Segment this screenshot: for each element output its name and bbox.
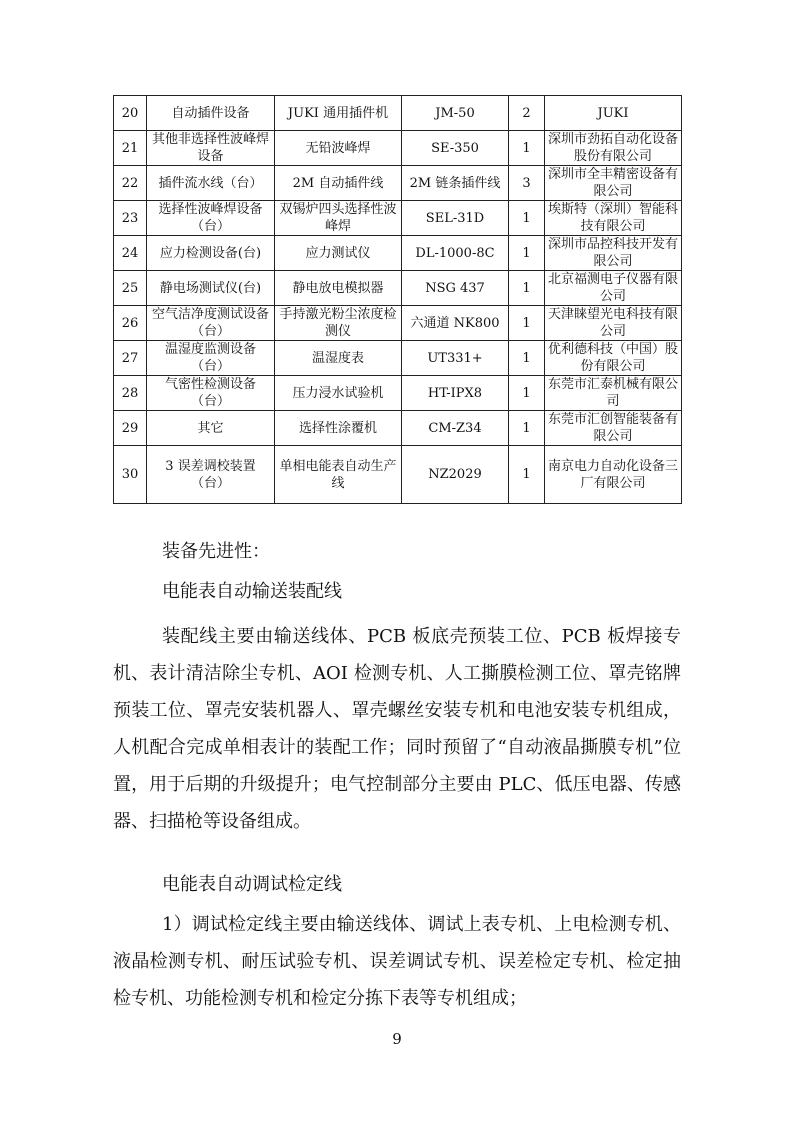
page-number: 9 [392, 1030, 402, 1048]
cell-category: 其它 [147, 411, 275, 446]
cell-category: 插件流水线（台） [147, 166, 275, 201]
cell-model: NSG 437 [402, 271, 509, 306]
cell-category: 气密性检测设备（台） [147, 376, 275, 411]
cell-category: 选择性波峰焊设备（台） [147, 201, 275, 236]
cell-no: 24 [114, 236, 147, 271]
cell-model: 2M 链条插件线 [402, 166, 509, 201]
table-row [114, 166, 682, 201]
cell-name: 双锡炉四头选择性波峰焊 [275, 201, 402, 236]
cell-model: JM-50 [402, 96, 509, 131]
cell-model: UT331+ [402, 341, 509, 376]
cell-qty: 1 [509, 411, 545, 446]
cell-name: 无铅波峰焊 [275, 131, 402, 166]
cell-maker: 埃斯特（深圳）智能科技有限公司 [545, 201, 682, 236]
cell-model: SE-350 [402, 131, 509, 166]
cell-maker: 优利德科技（中国）股份有限公司 [545, 341, 682, 376]
cell-category: 静电场测试仪(台) [147, 271, 275, 306]
table-row [114, 131, 682, 166]
heading-assembly-line: 电能表自动输送装配线 [162, 581, 342, 602]
heading-equipment-advancement: 装备先进性： [162, 541, 270, 562]
cell-maker: 北京福测电子仪器有限公司 [545, 271, 682, 306]
cell-no: 30 [114, 446, 147, 504]
cell-qty: 1 [509, 271, 545, 306]
table-row [114, 96, 682, 131]
cell-no: 29 [114, 411, 147, 446]
cell-model: DL-1000-8C [402, 236, 509, 271]
cell-no: 22 [114, 166, 147, 201]
cell-qty: 1 [509, 236, 545, 271]
cell-maker: 深圳市品控科技开发有限公司 [545, 236, 682, 271]
cell-no: 28 [114, 376, 147, 411]
cell-name: 应力测试仪 [275, 236, 402, 271]
cell-name: 温湿度表 [275, 341, 402, 376]
equipment-table-body [114, 96, 682, 504]
cell-qty: 1 [509, 446, 545, 504]
cell-qty: 3 [509, 166, 545, 201]
table-row [114, 236, 682, 271]
table-row [114, 446, 682, 504]
equipment-table [113, 95, 682, 504]
cell-no: 25 [114, 271, 147, 306]
table-row [114, 201, 682, 236]
paragraph-assembly-line: 装配线主要由输送线体、PCB 板底壳预装工位、PCB 板焊接专机、表计清洁除尘专机、AOI 检测专机、人工撕膜检测工位、罩壳铭牌预装工位、罩壳安装机器人、罩壳螺丝安装专机和电池安装专机组成，人机配合完成单相表计的装配工作；同时预留了“自动液晶撕膜专机”位置，用于后期的升级提升；电气控制部分主要由 PLC、低压电器、传感器、扫描枪等设备组成。 [113, 626, 681, 832]
cell-name: 手持激光粉尘浓度检测仪 [275, 306, 402, 341]
cell-maker: JUKI [545, 96, 682, 131]
cell-qty: 2 [509, 96, 545, 131]
cell-category: 其他非选择性波峰焊设备 [147, 131, 275, 166]
cell-maker: 天津睐望光电科技有限公司 [545, 306, 682, 341]
cell-name: 选择性涂覆机 [275, 411, 402, 446]
cell-name: 静电放电模拟器 [275, 271, 402, 306]
heading-test-line: 电能表自动调试检定线 [162, 874, 342, 895]
cell-name: JUKI 通用插件机 [275, 96, 402, 131]
table-row [114, 306, 682, 341]
cell-name: 单相电能表自动生产线 [275, 446, 402, 504]
cell-maker: 深圳市全丰精密设备有限公司 [545, 166, 682, 201]
cell-category: 应力检测设备(台) [147, 236, 275, 271]
cell-qty: 1 [509, 131, 545, 166]
table-row [114, 271, 682, 306]
cell-maker: 东莞市汇泰机械有限公司 [545, 376, 682, 411]
cell-name: 2M 自动插件线 [275, 166, 402, 201]
cell-model: NZ2029 [402, 446, 509, 504]
cell-no: 21 [114, 131, 147, 166]
cell-no: 27 [114, 341, 147, 376]
cell-qty: 1 [509, 376, 545, 411]
cell-maker: 深圳市劲拓自动化设备股份有限公司 [545, 131, 682, 166]
cell-no: 23 [114, 201, 147, 236]
cell-qty: 1 [509, 341, 545, 376]
cell-model: 六通道 NK800 [402, 306, 509, 341]
cell-qty: 1 [509, 201, 545, 236]
cell-no: 20 [114, 96, 147, 131]
cell-maker: 南京电力自动化设备三厂有限公司 [545, 446, 682, 504]
cell-model: SEL-31D [402, 201, 509, 236]
cell-model: HT-IPX8 [402, 376, 509, 411]
cell-model: CM-Z34 [402, 411, 509, 446]
table-row [114, 411, 682, 446]
cell-qty: 1 [509, 306, 545, 341]
table-row [114, 341, 682, 376]
cell-category: 3 误差调校装置（台） [147, 446, 275, 504]
paragraph-test-line: 1）调试检定线主要由输送线体、调试上表专机、上电检测专机、液晶检测专机、耐压试验专机、误差调试专机、误差检定专机、检定抽检专机、功能检测专机和检定分拣下表等专机组成； [113, 914, 681, 1009]
cell-category: 空气洁净度测试设备（台） [147, 306, 275, 341]
cell-category: 自动插件设备 [147, 96, 275, 131]
cell-no: 26 [114, 306, 147, 341]
table-row [114, 376, 682, 411]
cell-category: 温湿度监测设备（台） [147, 341, 275, 376]
cell-name: 压力浸水试验机 [275, 376, 402, 411]
cell-maker: 东莞市汇创智能装备有限公司 [545, 411, 682, 446]
